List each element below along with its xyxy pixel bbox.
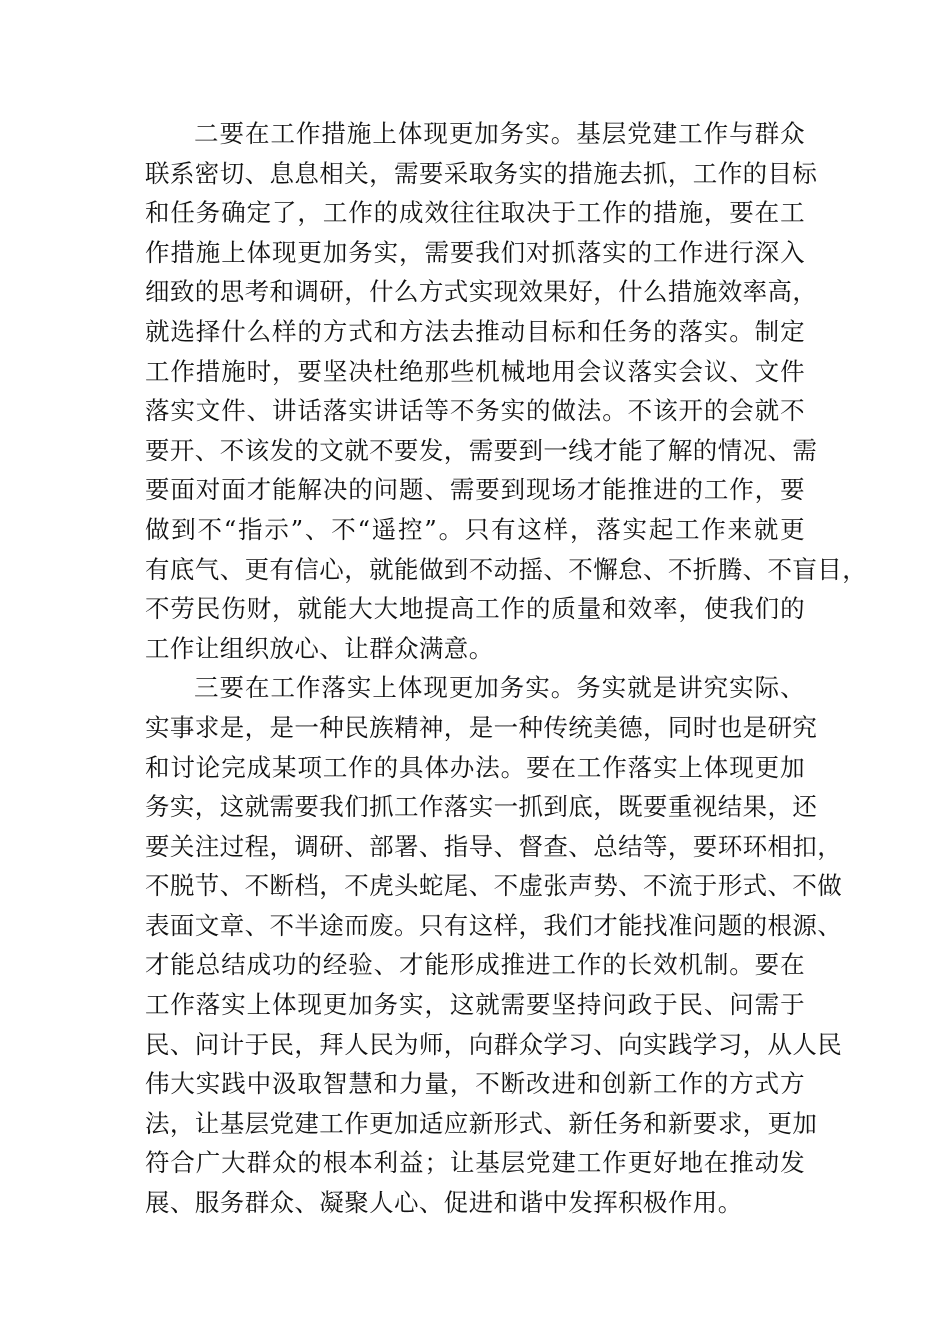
paragraph-line: 和讨论完成某项工作的具体办法。要在工作落实上体现更加 — [145, 752, 805, 782]
paragraph-line: 工作措施时，要坚决杜绝那些机械地用会议落实会议、文件 — [145, 356, 805, 386]
paragraph-line: 要面对面才能解决的问题、需要到现场才能推进的工作，要 — [145, 475, 805, 505]
paragraph-line: 务实，这就需要我们抓工作落实一抓到底，既要重视结果，还 — [145, 792, 818, 822]
paragraph-line: 要开、不该发的文就不要发，需要到一线才能了解的情况、需 — [145, 435, 818, 465]
paragraph-line: 做到不“指示”、不“遥控”。只有这样，落实起工作来就更 — [145, 514, 805, 544]
document-body — [145, 114, 868, 1223]
paragraph-line: 伟大实践中汲取智慧和力量，不断改进和创新工作的方式方 — [145, 1069, 805, 1099]
paragraph-line: 落实文件、讲话落实讲话等不务实的做法。不该开的会就不 — [145, 396, 805, 426]
paragraph-line: 要关注过程，调研、部署、指导、督查、总结等，要环环相扣， — [145, 831, 843, 861]
paragraph-line: 作措施上体现更加务实，需要我们对抓落实的工作进行深入 — [145, 237, 805, 267]
paragraph-line: 民、问计于民，拜人民为师，向群众学习、向实践学习，从人民 — [145, 1029, 843, 1059]
paragraph-line: 工作落实上体现更加务实，这就需要坚持问政于民、问需于 — [145, 990, 805, 1020]
paragraph-line: 三要在工作落实上体现更加务实。务实就是讲究实际、 — [194, 673, 805, 703]
paragraph-implementation — [145, 668, 843, 1222]
paragraph-line: 二要在工作措施上体现更加务实。基层党建工作与群众 — [194, 119, 805, 148]
paragraph-line: 表面文章、不半途而废。只有这样，我们才能找准问题的根源、 — [145, 910, 843, 940]
paragraph-line: 和任务确定了，工作的成效往往取决于工作的措施，要在工 — [145, 198, 805, 228]
paragraph-line: 细致的思考和调研，什么方式实现效果好，什么措施效率高， — [145, 277, 818, 307]
paragraph-line: 符合广大群众的根本利益；让基层党建工作更好地在推动发 — [145, 1148, 805, 1178]
paragraph-line: 工作让组织放心、让群众满意。 — [145, 633, 494, 663]
paragraph-line: 展、服务群众、凝聚人心、促进和谐中发挥积极作用。 — [145, 1188, 743, 1218]
paragraph-line: 才能总结成功的经验、才能形成推进工作的长效机制。要在 — [145, 950, 805, 980]
paragraph-line: 实事求是，是一种民族精神，是一种传统美德，同时也是研究 — [145, 712, 818, 742]
paragraph-line: 就选择什么样的方式和方法去推动目标和任务的落实。制定 — [145, 316, 805, 346]
paragraph-line: 有底气、更有信心，就能做到不动摇、不懈怠、不折腾、不盲目， — [145, 554, 868, 584]
paragraph-line: 不脱节、不断档，不虎头蛇尾、不虚张声势、不流于形式、不做 — [145, 871, 843, 901]
paragraph-line: 联系密切、息息相关，需要采取务实的措施去抓，工作的目标 — [145, 158, 818, 188]
paragraph-measures — [145, 114, 868, 668]
paragraph-line: 不劳民伤财，就能大大地提高工作的质量和效率，使我们的 — [145, 594, 805, 624]
paragraph-line: 法，让基层党建工作更加适应新形式、新任务和新要求，更加 — [145, 1108, 818, 1138]
